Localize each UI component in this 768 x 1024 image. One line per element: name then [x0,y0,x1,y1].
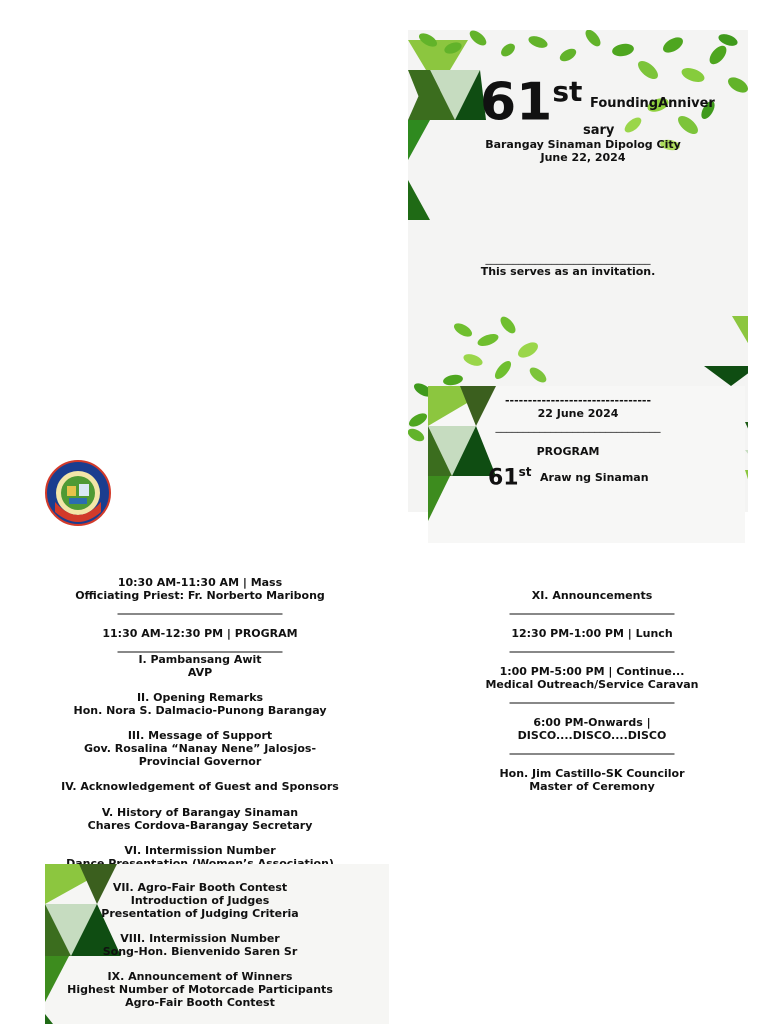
cover-blank-line: ______________________________ [485,252,651,265]
anniversary-suffix: st [552,75,583,108]
program-divider: ______________________________ [117,602,283,615]
item-line: AVP [187,666,213,679]
cover-date: June 22, 2024 [540,151,626,164]
program-item-intermission-2 [50,932,350,958]
bottom-program-card [45,864,389,1024]
item-line: 10:30 AM-11:30 AM | Mass [117,576,283,589]
item-line: 1:00 PM-5:00 PM | Continue... [499,665,685,678]
program-date: 22 June 2024 [537,407,619,420]
item-line: Agro-Fair Booth Contest [125,996,275,1009]
program-divider: ______________________________ [509,640,675,653]
item-line: Chares Cordova-Barangay Secretary [87,819,313,832]
program-right-column [456,589,728,793]
program-item-mass [50,576,350,602]
item-line: Song-Hon. Bienvenido Saren Sr [102,945,298,958]
program-item-outreach [456,665,728,691]
bottom-card-items [50,881,350,1009]
item-line: IX. Announcement of Winners [107,970,293,983]
program-subtitle: Araw ng Sinaman [540,471,649,484]
item-line: Hon. Jim Castillo-SK Councilor [499,767,685,780]
anniversary-number: 61st [480,72,583,133]
cover-title-line2: sary [583,123,615,138]
invitation-text: This serves as an invitation. [480,265,656,278]
item-line: II. Opening Remarks [136,691,264,704]
item-line: Gov. Rosalina “Nanay Nene” Jalosjos- [83,742,317,755]
program-item-announcements: XI. Announcements [531,589,653,602]
item-line: I. Pambansang Awit [138,653,262,666]
program-item-lunch: 12:30 PM-1:00 PM | Lunch [511,627,673,640]
program-rule: ______________________________ [495,420,661,433]
item-line: DISCO....DISCO....DISCO [517,729,667,742]
program-divider: ______________________________ [509,742,675,755]
program-item-winners [50,970,350,1009]
item-line: VII. Agro-Fair Booth Contest [112,881,288,894]
program-suffix: st [518,465,532,479]
program-item-history [50,806,350,832]
program-item-program: 11:30 AM-12:30 PM | PROGRAM [102,627,298,640]
program-number: 61st [488,465,532,491]
barangay-seal-logo [45,460,111,526]
program-divider: ______________________________ [509,691,675,704]
program-left-column [50,576,350,870]
program-divider: ______________________________ [509,602,675,615]
item-line: VIII. Intermission Number [120,932,280,945]
item-line: V. History of Barangay Sinaman [101,806,299,819]
program-card [428,386,745,543]
program-heading: PROGRAM [536,445,600,458]
program-item-opening [50,691,350,717]
item-line: ______________________________ [117,640,283,653]
item-line: Medical Outreach/Service Caravan [485,678,699,691]
program-item-disco [456,716,728,742]
item-line: VI. Intermission Number [124,844,276,857]
item-line: Highest Number of Motorcade Participants [67,983,333,996]
cover-title-line1: FoundingAnniver [590,96,715,111]
program-item-acknowledgement: IV. Acknowledgement of Guest and Sponsors [61,780,339,793]
item-line: Officiating Priest: Fr. Norberto Maribong [75,589,325,602]
item-line: Introduction of Judges [130,894,270,907]
master-of-ceremony [456,767,728,793]
program-item-anthem [50,640,350,679]
program-item-support [50,729,350,768]
item-line: III. Message of Support [127,729,273,742]
item-line: Master of Ceremony [529,780,655,793]
cover-location: Barangay Sinaman Dipolog City [485,138,681,151]
item-line: Presentation of Judging Criteria [101,907,299,920]
program-dashes: -------------------------------- [504,394,652,407]
item-line: Hon. Nora S. Dalmacio-Punong Barangay [73,704,327,717]
item-line: 6:00 PM-Onwards | [533,716,651,729]
item-line: Provincial Governor [138,755,262,768]
program-item-agro-fair [50,881,350,920]
